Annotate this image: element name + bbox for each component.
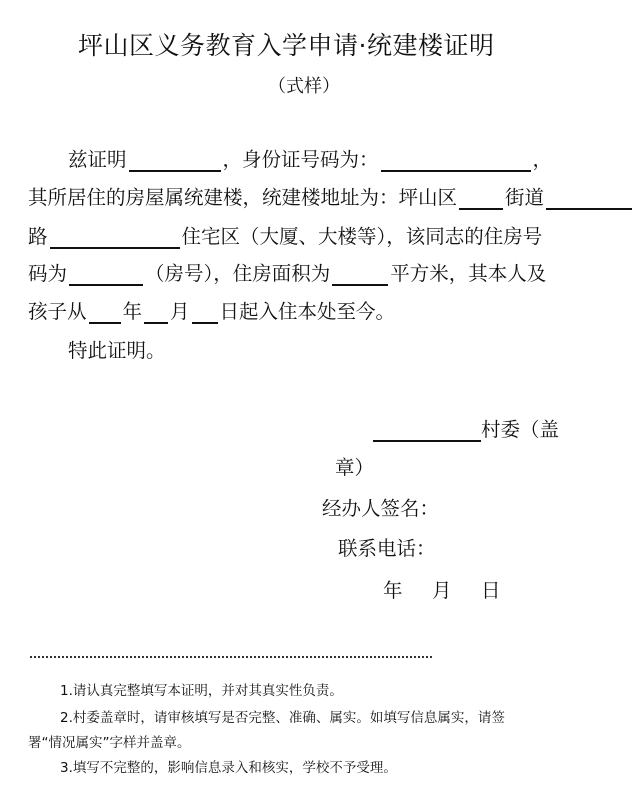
- body-line-6: [68, 337, 166, 363]
- text: 其所居住的房屋属统建楼，统建楼地址为：坪山区: [28, 186, 458, 209]
- year-blank[interactable]: [89, 302, 121, 324]
- text: 联系电话：: [338, 537, 436, 560]
- committee-line: [373, 416, 559, 442]
- handler-signature-label: [322, 495, 439, 521]
- text: ，身份证号码为：: [222, 148, 379, 171]
- text: 兹证明: [68, 148, 127, 171]
- id-number-blank[interactable]: [381, 150, 531, 172]
- text: 月: [170, 300, 190, 323]
- note-1: 1.请认真完整填写本证明，并对其真实性负责。: [60, 683, 343, 699]
- text: 住宅区（大厦、大楼等），该同志的住房号: [181, 225, 543, 248]
- text: 经办人签名：: [322, 497, 440, 520]
- note-2: 2.村委盖章时，请审核填写是否完整、准确、属实。如填写信息属实，请签: [60, 710, 505, 726]
- note-2-cont: 署“情况属实”字样并盖章。: [28, 735, 191, 751]
- text: 孩子从: [28, 300, 87, 323]
- text: 街道: [505, 186, 545, 209]
- residence-blank[interactable]: [50, 227, 180, 249]
- dotted-divider: [30, 656, 432, 658]
- text: 月: [432, 579, 452, 602]
- body-line-2: [28, 184, 634, 210]
- month-blank[interactable]: [144, 302, 168, 324]
- text: 章）: [335, 456, 375, 479]
- phone-label: [338, 535, 436, 561]
- text: （房号），住房面积为: [145, 262, 331, 285]
- text: 年: [383, 579, 403, 602]
- text: 码为: [28, 262, 68, 285]
- name-blank[interactable]: [129, 150, 221, 172]
- room-number-blank[interactable]: [69, 264, 143, 286]
- text: 特此证明。: [68, 339, 166, 362]
- text: 日: [481, 579, 501, 602]
- body-line-1: [68, 146, 552, 172]
- road-blank[interactable]: [546, 188, 632, 210]
- text: 年: [122, 300, 143, 323]
- date-year: [383, 577, 403, 603]
- text: 村委（盖: [481, 418, 560, 441]
- committee-line-cont: [335, 454, 374, 480]
- note-3: 3.填写不完整的，影响信息录入和核实，学校不予受理。: [60, 760, 397, 776]
- text: ，: [532, 148, 553, 171]
- street-blank[interactable]: [459, 188, 503, 210]
- day-blank[interactable]: [192, 302, 218, 324]
- page-subtitle: （式样）: [268, 76, 340, 97]
- area-blank[interactable]: [332, 264, 388, 286]
- date-month: [432, 577, 452, 603]
- text: 路: [28, 225, 48, 248]
- text: 日起入住本处至今。: [219, 300, 396, 323]
- committee-blank[interactable]: [373, 420, 481, 442]
- body-line-3: [28, 223, 542, 249]
- body-line-4: [28, 260, 546, 286]
- page-title: 坪山区义务教育入学申请·统建楼证明: [78, 31, 495, 60]
- body-line-5: [28, 298, 395, 324]
- date-day: [481, 577, 501, 603]
- text: 平方米，其本人及: [390, 262, 547, 285]
